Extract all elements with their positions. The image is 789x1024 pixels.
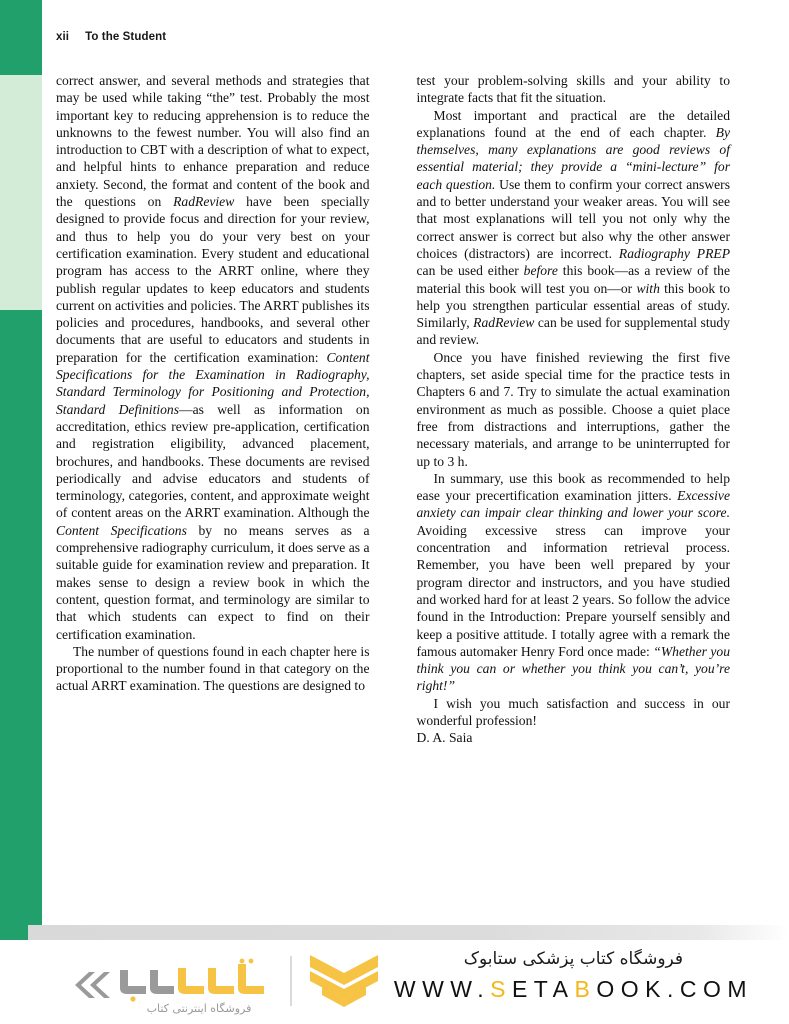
- url-segment: WWW.: [393, 976, 491, 1002]
- site-footer: [0, 940, 789, 1024]
- site-identity[interactable]: [394, 946, 753, 1004]
- logo-tagline: فروشگاه اینترنتی کتاب: [146, 1002, 252, 1015]
- logo-divider: [290, 956, 292, 1006]
- column-right: [417, 72, 731, 747]
- triple-chevron-down-icon: [308, 953, 380, 1009]
- logo-letterforms-icon: [116, 958, 268, 1004]
- footer-separator: [28, 925, 789, 940]
- emphasis-text: before: [523, 263, 558, 279]
- site-url[interactable]: [394, 974, 753, 1004]
- setabook-logo[interactable]: [68, 948, 380, 1014]
- emphasis-text: RadReview: [473, 315, 535, 331]
- paragraph: Once you have finished reviewing the first five chapters, set aside special time for the practice tests in Chapters 6 and 7. Try to simulate the actual examination environment as much as possible. Choose a quiet place free from distractions and interruptions, gather the necessary materials, and arrange to be uninterrupted for up to 3 h.: [416, 349, 730, 469]
- paragraph: correct answer, and several methods and strategies that may be used while taking “the” test. Probably the most important key to reducing apprehension is to reduce the unknowns to the fewest number. You will also find an introduction to CBT with a description of what to expect, and helpful hints to enhance preparation and reduce anxiety. Second, the format and content of the book and the questions on RadReview have been specially designed to provide focus and direction for your review, and thus to help you do your very best on your certification examination. Every student and educational program has access to the ARRT online, where they publish regular updates to keep educators and students current on activities and policies. The ARRT publishes its policies and procedures, handbooks, and several other documents that are useful to educators and students in preparation for the certification examination: Content Specifications for the Examination in Radiography, Standard Terminology for Positioning and Protection, Standard Definitions—as well as information on accreditation, ethics review pre-application, certification and registration eligibility, advanced placement, brochures, and handbooks. These documents are revised periodically and advise educators and students of terminology, categories, content, and approximate weight of content areas on the ARRT examination. Although the Content Specifications by no means serves as a comprehensive radiography curriculum, it does serve as a suitable guide for examination review and preparation. It makes sense to design a review book in which the content, question format, and terminology are similar to that which students can expect to find on their certification examination.: [56, 73, 370, 642]
- paragraph: test your problem-solving skills and your ability to integrate facts that fit the situation.: [416, 73, 730, 106]
- emphasis-text: RadReview: [173, 194, 235, 210]
- logo-wordmark: [68, 958, 268, 1015]
- emphasis-text: Content Specifications for the Examination in Radiography, Standard Terminology for Positioning and Protection, Standard Definitions: [56, 349, 370, 417]
- logo-chevron-mark: [308, 953, 380, 1009]
- emphasis-text: By themselves, many explanations are good reviews of essential material; they provide a “mini-lecture” for each question.: [416, 124, 730, 192]
- running-head: [56, 31, 166, 43]
- paragraph: Most important and practical are the detailed explanations found at the end of each chapter. By themselves, many explanations are good reviews of essential material; they provide a “mini-lecture” for each question. Use them to confirm your correct answers and to better understand your weaker areas. You will see that most explanations will tell you not only why the correct answer is correct but also why the other answer choices (distractors) are incorrect. Radiography PREP can be used either before this book—as a review of the material this book will test you on—or with this book to help you strengthen particular essential areas of study. Similarly, RadReview can be used for supplemental study and review.: [416, 107, 731, 348]
- emphasis-text: Content Specifications: [56, 522, 187, 538]
- emphasis-text: Radiography PREP: [618, 245, 730, 261]
- site-name-persian: فروشگاه کتاب پزشکی ستابوک: [463, 949, 684, 969]
- paragraph: In summary, use this book as recommended to help ease your precertification examination jitters. Excessive anxiety can impair clear thinking and lower your score. Avoiding excessive stress can improve your concentration and information retrieval process. Remember, you have been well prepared by your program director and instructors, and you have studied and worked hard for at least 2 years. So follow the advice found in the Introduction: Prepare yourself sensibly and keep a positive attitude. I totally agree with a remark the famous automaker Henry Ford once made: “Whether you think you can or whether you think you can’t, you’re right!”: [416, 470, 730, 694]
- logo-arabic-letters: [116, 958, 268, 1015]
- column-left: [56, 72, 370, 747]
- text-columns: [56, 72, 730, 747]
- double-chevron-left-icon: [68, 970, 114, 1000]
- url-segment: ETA: [511, 976, 575, 1002]
- url-highlight-letter: S: [490, 976, 512, 1002]
- page-folio: xii: [56, 31, 70, 43]
- url-highlight-letter: B: [574, 976, 597, 1002]
- emphasis-text: “Whether you think you can or whether you think you can’t, you’re right!”: [416, 643, 730, 694]
- paragraph: I wish you much satisfaction and success in our wonderful profession!: [416, 695, 730, 728]
- running-head-title: To the Student: [85, 31, 167, 43]
- author-signature: D. A. Saia: [416, 730, 473, 746]
- url-segment: OOK.COM: [596, 976, 753, 1002]
- paragraph: The number of questions found in each chapter here is proportional to the number found in that category on the actual ARRT examination. The questions are designed to: [56, 643, 370, 694]
- emphasis-text: Excessive anxiety can impair clear thinking and lower your score.: [416, 488, 730, 521]
- emphasis-text: with: [636, 280, 660, 296]
